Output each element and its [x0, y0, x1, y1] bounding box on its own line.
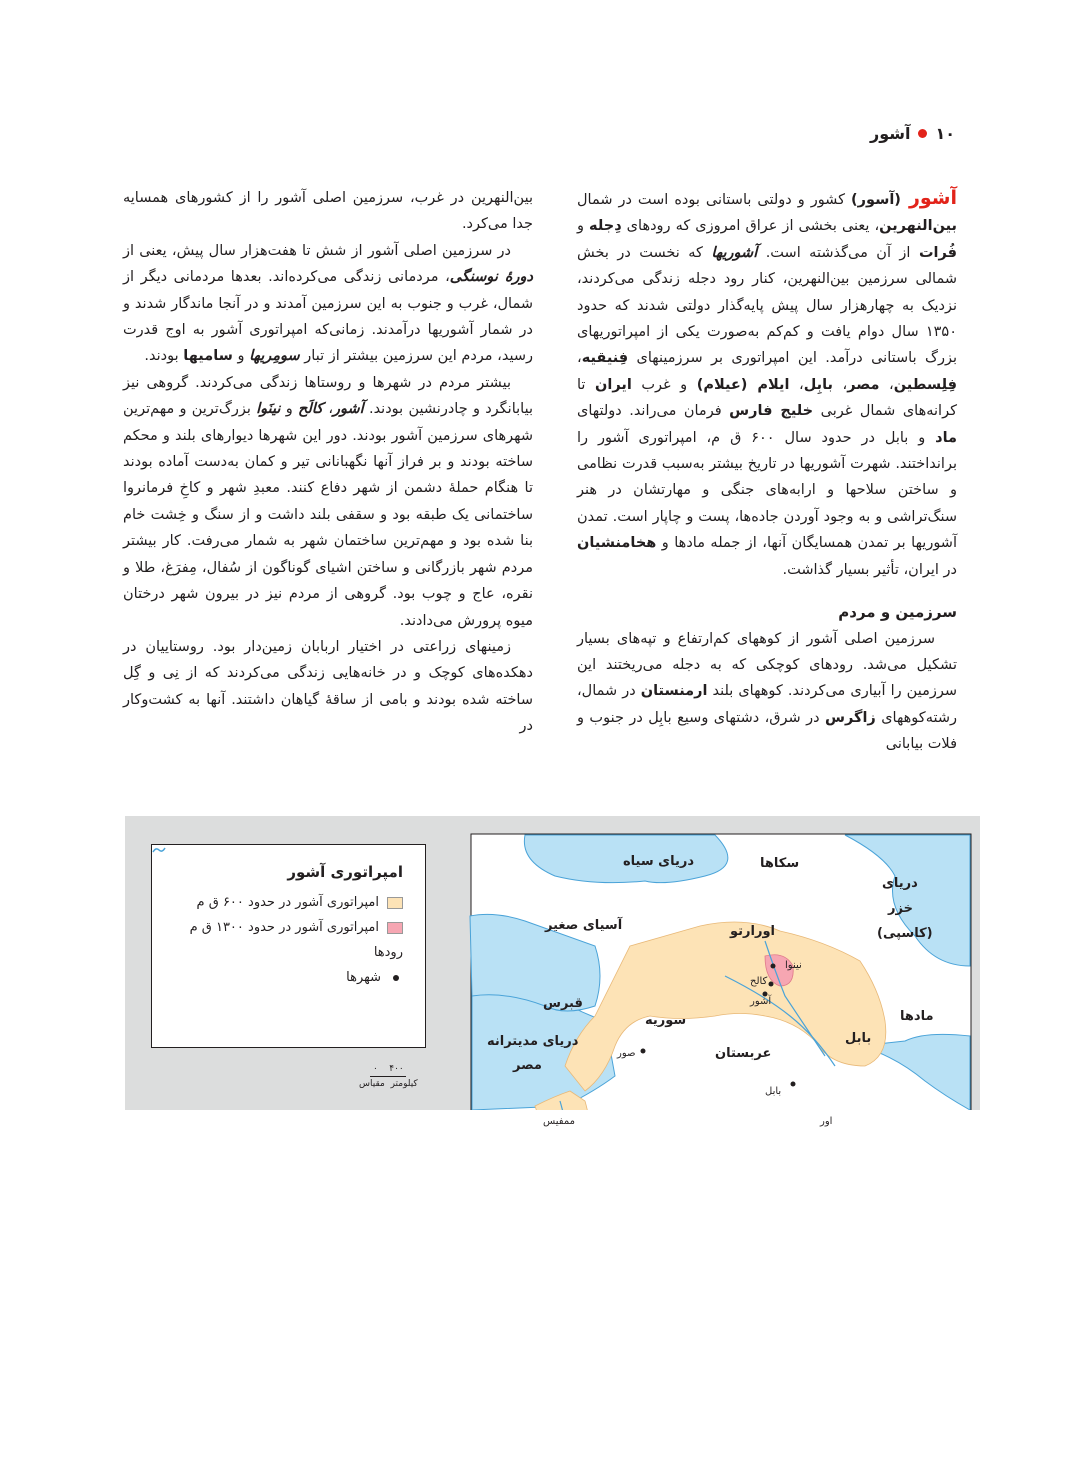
- tyre-dot: [641, 1049, 646, 1054]
- text-run: کشور و دولتی باستانی بوده است در شمال: [577, 192, 852, 208]
- emphasized-term: ارمنستان: [640, 683, 708, 700]
- label-black-sea: دریای سیاه: [623, 854, 695, 869]
- map-legend: [151, 844, 426, 1048]
- text-run: و: [577, 218, 590, 235]
- legend-item-600bc: [174, 895, 403, 910]
- emphasized-term: نینَوا: [256, 401, 281, 418]
- label-tyre: صور: [617, 1048, 636, 1059]
- text-run: در شمال، رشته‌کوههای: [577, 683, 957, 726]
- label-medes: مادها: [900, 1009, 934, 1024]
- swatch-1300bc: [387, 922, 403, 934]
- text-run: زمینهای زراعتی در اختیار اربابان زمین‌دار بود. روستاییان در دهکده‌های کوچک و در خانه‌هایی زندگی می‌کردند که از نِی و گِل ساخته شده بودند و بامی از ساقهٔ گیاهان داشتند. آنها به کشت‌وکار در: [123, 638, 533, 735]
- text-run: در ایران، تأثیر بسیار گذاشت.: [782, 561, 957, 578]
- emphasized-term: فِنیقیه: [581, 350, 629, 367]
- text-run: ، یعنی بخشی از عراق امروزی که رودهای: [621, 218, 880, 235]
- text-run: بیشتر مردم در شهرها و روستاها زندگی می‌کردند. گروهی نیز بیابانگرد و چادرنشین بودند.: [123, 374, 533, 418]
- emphasized-term: آشور: [333, 401, 364, 418]
- label-babylon: بابل: [845, 1031, 872, 1046]
- emphasized-term: کالَح: [297, 401, 324, 418]
- label-caspian-1: دریای: [882, 876, 918, 891]
- legend-title: امپراتوری آشور: [287, 863, 403, 881]
- legend-item-1300bc: [174, 920, 403, 935]
- scale-zero: ۰: [372, 1064, 378, 1074]
- swatch-600bc: [387, 897, 403, 909]
- label-ashur: آشور: [750, 996, 772, 1007]
- text-run: و غرب: [631, 376, 697, 393]
- article-paragraph: [577, 185, 957, 583]
- label-mediterranean: دریای مدیترانه: [487, 1034, 579, 1049]
- emphasized-term: هخامنشیان: [577, 535, 657, 552]
- babylon-city-dot: [791, 1082, 796, 1087]
- emphasized-term: ایران: [595, 376, 632, 393]
- text-run: بزرگ‌ترین و مهم‌ترین شهرهای سرزمین آشور بودند. دور این شهرها دیوارهای بلند و محکم ساخته بودند و بر فراز آنها نگهبانانی تیر و کمان به‌دست آماده بودند تا هنگام حملهٔ دشمن از شهر دفاع کنند. معبدِ شهر و کاخِ فرمانروا ساختمانی یک طبقه بود و سقفی بلند داشت و از سنگ و خِشت خام بنا شده بود و مهم‌ترین ساختمان شهر به شمار می‌رفت. کار بیشتر مردم شهر بازرگانی و ساختن اشیای گوناگون از سُفال، مِفرَغ، طلا و نقره، عاج و چوب بود. گروهی از مردم نیز در بیرون شهر درختان میوه پرورش می‌دادند.: [123, 401, 533, 629]
- text-run: ،: [577, 350, 582, 367]
- text-run: ، مردمانی زندگی می‌کرده‌اند. بعدها مردمانی دیگر از شمال، غرب و جنوب به این سرزمین آمدند و در آنجا ماندگار شدند و در شمار آشوریها درآمدند. زمانی‌که امپراتوری آشور به اوج قدرت رسید، مردم این سرزمین بیشتر از تبار: [123, 269, 533, 365]
- text-run: در سرزمین اصلی آشور از شش تا هفت‌هزار سال پیش، یعنی از: [123, 242, 511, 259]
- label-scythians: سکاها: [760, 856, 800, 871]
- legend-item-rivers: [174, 945, 403, 960]
- legend-item-cities: [174, 970, 403, 985]
- text-run: ،: [832, 376, 848, 393]
- emphasized-term: بین‌النهرین: [879, 218, 957, 235]
- text-run: از آن می‌گذشته است.: [757, 244, 919, 261]
- label-arabia: عربستان: [715, 1046, 772, 1061]
- text-run: و: [232, 348, 250, 365]
- emphasized-term: دورهٔ نوسنگی: [449, 269, 533, 286]
- legend-label-rivers: رودها: [373, 945, 403, 960]
- text-run: در شرق، دشتهای وسیع بابِل در جنوب و فلات بیابانی: [577, 709, 957, 753]
- nineveh-dot: [771, 964, 776, 969]
- emphasized-term: فِلِسطین: [893, 376, 957, 393]
- text-run: و بابل در حدود سال ۶۰۰ ق م، امپراتوری آشور را برانداختند. شهرت آشوریها در تاریخ بیشتر به‌سبب قدرت نظامی و ساختن سلاحها و ارابه‌های جنگی و مهارتشان در هنر سنگ‌تراشی و به وجود آوردن جاده‌ها، پست و چاپار است. تمدن آشوریها بر تمدن همسایگان آنها، از جمله مادها و: [577, 429, 957, 552]
- emphasized-term: سومِریها: [249, 348, 300, 365]
- label-ur: اور: [820, 1116, 833, 1127]
- text-run: ،: [879, 376, 894, 393]
- label-cyprus: قبرس: [543, 996, 583, 1011]
- page-number: ۱۰: [935, 124, 955, 143]
- text-run: بودند.: [144, 348, 184, 365]
- entry-title: آشور: [908, 187, 957, 209]
- emphasized-term: (آسور): [851, 192, 901, 208]
- page-header: [870, 124, 955, 143]
- assyria-map-panel: [125, 816, 980, 1127]
- legend-label-cities: شهرها: [346, 970, 381, 985]
- kalhu-dot: [769, 982, 774, 987]
- label-nineveh: نینوا: [785, 960, 802, 971]
- article-paragraph: [123, 185, 533, 238]
- emphasized-term: ماد: [935, 429, 957, 446]
- text-run: بین‌النهرین در غرب، سرزمین اصلی آشور را از کشورهای همسایه جدا می‌کرد.: [123, 190, 533, 233]
- emphasized-term: مصر: [847, 376, 880, 393]
- scale-bar: [370, 1076, 406, 1077]
- article-left-column: [123, 185, 533, 740]
- map-scale: [359, 1064, 418, 1089]
- emphasized-term: زاگرس: [825, 709, 876, 726]
- text-run: تا کرانه‌های شمال غربی: [577, 376, 957, 420]
- emphasized-term: دِجله: [589, 218, 622, 235]
- scale-value: ۴۰۰: [389, 1064, 404, 1074]
- emphasized-term: خلیج فارس: [729, 403, 814, 420]
- text-run: سرزمین اصلی آشور از کوههای کم‌ارتفاع و تپه‌های بسیار تشکیل می‌شد. رودهای کوچکی که به دجله می‌ریختند این سرزمین را آبیاری می‌کردند. کوههای بلند: [577, 630, 957, 700]
- article-paragraph: [123, 634, 533, 740]
- article-paragraph: [123, 370, 533, 634]
- section-heading: [577, 599, 957, 625]
- article-paragraph: [123, 238, 533, 370]
- emphasized-term: سامیها: [183, 348, 233, 365]
- legend-label-600bc: امپراتوری آشور در حدود ۶۰۰ ق م: [196, 895, 379, 910]
- text-run: ،: [323, 401, 334, 418]
- running-title: آشور: [870, 124, 911, 143]
- label-kalhu: کالح: [750, 976, 768, 987]
- text-run: فرمان می‌راند. دولتهای: [577, 403, 730, 420]
- scale-unit: کیلومتر: [390, 1079, 418, 1089]
- article-right-column: [577, 185, 957, 758]
- label-urartu: اورارتو: [730, 924, 775, 939]
- legend-label-1300bc: امپراتوری آشور در حدود ۱۳۰۰ ق م: [189, 920, 379, 935]
- article-paragraph: [577, 626, 957, 758]
- label-babylon-city: بابل: [765, 1086, 782, 1097]
- label-asia-minor: آسیای صغیر: [545, 918, 623, 933]
- label-syria: سوریه: [645, 1013, 687, 1028]
- emphasized-term: بابِل: [803, 376, 833, 393]
- text-run: سرزمین و مردم: [838, 603, 957, 622]
- emphasized-term: فُرات: [918, 244, 957, 261]
- text-run: و: [280, 401, 298, 418]
- city-icon: [393, 975, 399, 981]
- label-caspian-3: (کاسپی): [877, 926, 933, 941]
- label-memphis: ممفیس: [543, 1116, 575, 1127]
- emphasized-term: آشوریها: [711, 244, 758, 261]
- emphasized-term: ایلام (عیلام): [696, 376, 790, 393]
- river-icon: [152, 845, 166, 855]
- text-run: که نخست در بخش شمالی سرزمین بین‌النهرین، کنار رود دجله زندگی می‌کردند، نزدیک به چهارهزار سال پیش پایه‌گذار دولتی شدند که حدود ۱۳۵۰ سال دوام یافت و کم‌کم به‌صورت یکی از امپراتوریهای بزرگ باستانی درآمد. این امپراتوری بر سرزمینهای: [577, 244, 957, 367]
- label-caspian-2: خزر: [888, 901, 913, 916]
- red-dot-icon: [918, 129, 927, 138]
- text-run: ،: [789, 376, 804, 393]
- scale-label: مقیاس: [359, 1079, 385, 1089]
- label-egypt: مصر: [513, 1058, 542, 1073]
